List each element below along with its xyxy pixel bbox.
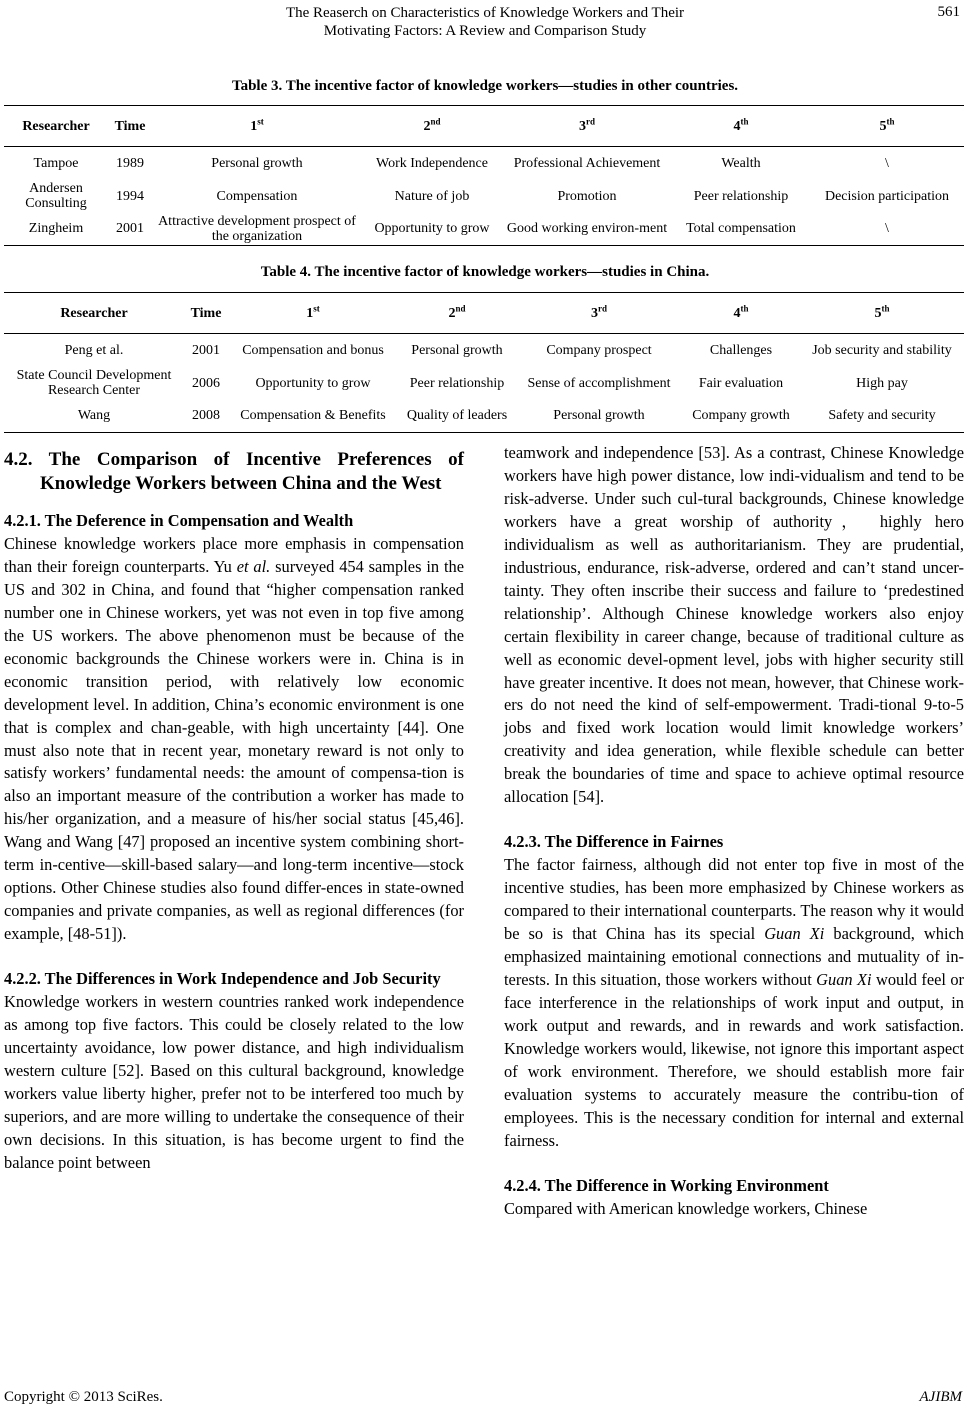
table-cell: State Council Development Research Center (16, 368, 172, 398)
table-cell: Fair evaluation (698, 375, 784, 391)
section-4-2-4-paragraph: Compared with American knowledge workers, Chinese (504, 1198, 868, 1218)
table-header-cell: Time (184, 293, 228, 334)
table-cell: Peng et al. (64, 342, 124, 358)
table-header-cell: 1st (228, 293, 398, 334)
table-cell: Zingheim (28, 221, 84, 237)
table-header-cell: 3rd (502, 106, 672, 147)
table-row (4, 147, 964, 180)
table-cell: 2001 (192, 342, 220, 358)
table-cell: Job security and stability (812, 342, 952, 358)
table-header-cell: 1st (152, 106, 362, 147)
table-cell: 2001 (116, 221, 144, 237)
paragraph-italic: Guan Xi (764, 924, 825, 944)
paragraph-italic: Guan Xi (816, 969, 872, 989)
table-header-cell: Time (108, 106, 152, 147)
paragraph-text: Chinese knowledge workers place more emphasis in compensation than their foreign counterparts. Yu (4, 533, 464, 576)
paragraph-text: would feel or face interference in the relationships of work input and output, in work output and rewards, and in rewards and work satisfaction. Knowledge workers would, likewise, not ignore this important aspect of work environment. Therefore, we should establish more fair evaluation systems to accurately measure the contribu-tion of employees. This is the necessary condition for internal and external fairness. (504, 969, 964, 1150)
table-cell: Tampoe (33, 155, 79, 171)
running-header-line2: Motivating Factors: A Review and Comparison Study (323, 23, 647, 39)
running-header-line1: The Reaserch on Characteristics of Knowledge Workers and Their (285, 5, 685, 21)
paragraph-text: background, which emphasized maintaining emotional connections and mutuality of in-terests. In this situation, those workers without (504, 924, 964, 989)
table-cell: Professional Achievement (513, 155, 661, 171)
table-cell: \ (885, 155, 889, 171)
section-4-2-3-paragraph (504, 854, 964, 1152)
table3 (4, 105, 964, 246)
table-cell: High pay (856, 375, 908, 391)
table-cell: Wang (77, 408, 111, 424)
table-cell: Personal growth (211, 155, 303, 171)
table-cell: Promotion (557, 188, 617, 204)
table-cell: Safety and security (828, 408, 936, 424)
table-header-cell: 4th (672, 106, 810, 147)
table-header-cell: 2nd (362, 106, 502, 147)
paragraph-text: surveyed 454 samples in the US and 302 in China, and found that “higher compensation ranked number one in Chinese workers, yet was not even in top five among the US workers. The above phenomenon must be because of the economic backgrounds the Chinese workers were in. China is in economic transition period, with relatively low economic development level. In addition, China’s economic environment is one that is complex and chan-geable, with high uncertainty [44]. One must also note that in recent year, monetary reward is not only to satisfy workers’ fundamental needs: the amount of compensa-tion is also an important measure of the contribution a worker has made to his/her organization, and a measure of his/her social status [45,46]. Wang and Wang [47] proposed an incentive system combining short-term in-centive—skill-based salary—and long-term incentive—stock options. Other Chinese studies also found differ-ences in state-owned companies and private companies, as well as regional differences (for example, [48-51]). (4, 556, 464, 944)
page-number: 561 (937, 4, 960, 20)
table-row (4, 367, 964, 400)
section-4-2-2-paragraph-right: teamwork and independence [53]. As a contrast, Chinese Knowledge workers have high power distance, low indi-vidualism and tend to be risk-adverse. Under such cul-tural backgrounds, Chinese knowledge workers have a great worship of authority， highly hero individualism as well as authoritarianism. They are prudential, industrious, endurance, risk-adverse, ordered and can’t stand uncer-tainty. They often inscribe their success and failure to ‘predestined relationship’. Although Chinese knowledge workers also enjoy certain flexibility in career change, because of traditional culture as well as economic devel-opment level, jobs with higher security still have greater incentive. It does not mean, however, that Chinese work-ers do not need the kind of self-empowerment. Tradi-tional 9-to-5 jobs and fixed work location would limit knowledge workers’ creativity and idea generation, while flexible schedule can better break the boundaries of time and space to achieve optimal resource allocation [54]. (504, 443, 964, 807)
footer-copyright: Copyright © 2013 SciRes. (4, 1389, 163, 1405)
section-4-2-4-title: 4.2.4. The Difference in Working Environment (504, 1175, 829, 1195)
section-4-2-1-paragraph (4, 533, 464, 946)
table4 (4, 292, 964, 433)
table-row (4, 180, 964, 213)
section-4-2-2-title: 4.2.2. The Differences in Work Independence and Job Security (4, 969, 441, 989)
table-cell: Andersen Consulting (25, 181, 87, 211)
section-4-2-1-title: 4.2.1. The Deference in Compensation and Wealth (4, 511, 354, 530)
table-header-cell: Researcher (4, 293, 184, 334)
left-column (4, 442, 464, 1175)
table-cell: Peer relationship (409, 375, 505, 391)
table-cell: Company prospect (546, 342, 652, 358)
table-cell: Sense of accomplishment (527, 375, 671, 391)
table-header-cell: 3rd (516, 293, 682, 334)
table-cell: Compensation and bonus (242, 342, 384, 358)
table-cell: Wealth (721, 155, 761, 171)
table-cell: Nature of job (394, 188, 470, 204)
table-cell: Company growth (692, 408, 790, 424)
table-cell: 2008 (192, 408, 220, 424)
section-4-2-2-paragraph-left: Knowledge workers in western countries ranked work independence as among top five factors. This could be closely related to the low uncertainty avoidance, low power distance, and high individualism western culture [52]. Based on this cultural background, knowledge workers value liberty higher, prefer not to be interfered too much by superiors, and are more willing to undertake the consequence of their own decisions. In this situation, is has become urgent to find the balance point between (4, 992, 464, 1172)
table-cell: Quality of leaders (406, 408, 508, 424)
paragraph-text: The factor fairness, although did not enter top five in most of the incentive studies, has been more emphasized by Chinese workers as compared to their international counterparts. The reason why it would be so is that China has its special (504, 855, 964, 944)
table-cell: Compensation (216, 188, 298, 204)
table-cell: 1994 (116, 188, 144, 204)
table-cell: Personal growth (411, 342, 503, 358)
section-4-2-title: 4.2. The Comparison of Incentive Preferences of Knowledge Workers between China and the West (4, 449, 464, 494)
section-4-2-3-title: 4.2.3. The Difference in Fairnes (504, 832, 724, 852)
table-row (4, 334, 964, 367)
table3-caption: Table 3. The incentive factor of knowledge workers—studies in other countries. (231, 78, 739, 94)
table-header-cell: 4th (682, 293, 800, 334)
table-cell: Challenges (709, 342, 773, 358)
table-cell: Good working environ-ment (506, 221, 668, 237)
table-cell: Peer relationship (693, 188, 789, 204)
table-cell: \ (885, 221, 889, 237)
table-cell: Total compensation (686, 221, 796, 237)
paragraph-italic: et al. (236, 556, 271, 576)
table-cell: 2006 (192, 375, 220, 391)
table-header-cell: 2nd (398, 293, 516, 334)
table-row (4, 400, 964, 433)
table-header-cell: 5th (800, 293, 964, 334)
table-cell: Attractive development prospect of the organization (158, 213, 356, 244)
table4-caption: Table 4. The incentive factor of knowledge workers—studies in China. (260, 264, 710, 280)
footer-journal: AJIBM (919, 1389, 962, 1405)
table-cell: Opportunity to grow (255, 375, 371, 391)
table-cell: Compensation & Benefits (240, 408, 386, 424)
table-cell: Decision participation (824, 188, 950, 204)
table-header-cell: Researcher (4, 106, 108, 147)
running-header (0, 4, 970, 40)
table-cell: 1989 (116, 155, 144, 171)
table-cell: Personal growth (553, 408, 645, 424)
table-cell: Opportunity to grow (374, 221, 490, 237)
right-column (504, 442, 964, 1221)
table-header-cell: 5th (810, 106, 964, 147)
table-cell: Work Independence (376, 155, 488, 171)
table-row (4, 213, 964, 246)
